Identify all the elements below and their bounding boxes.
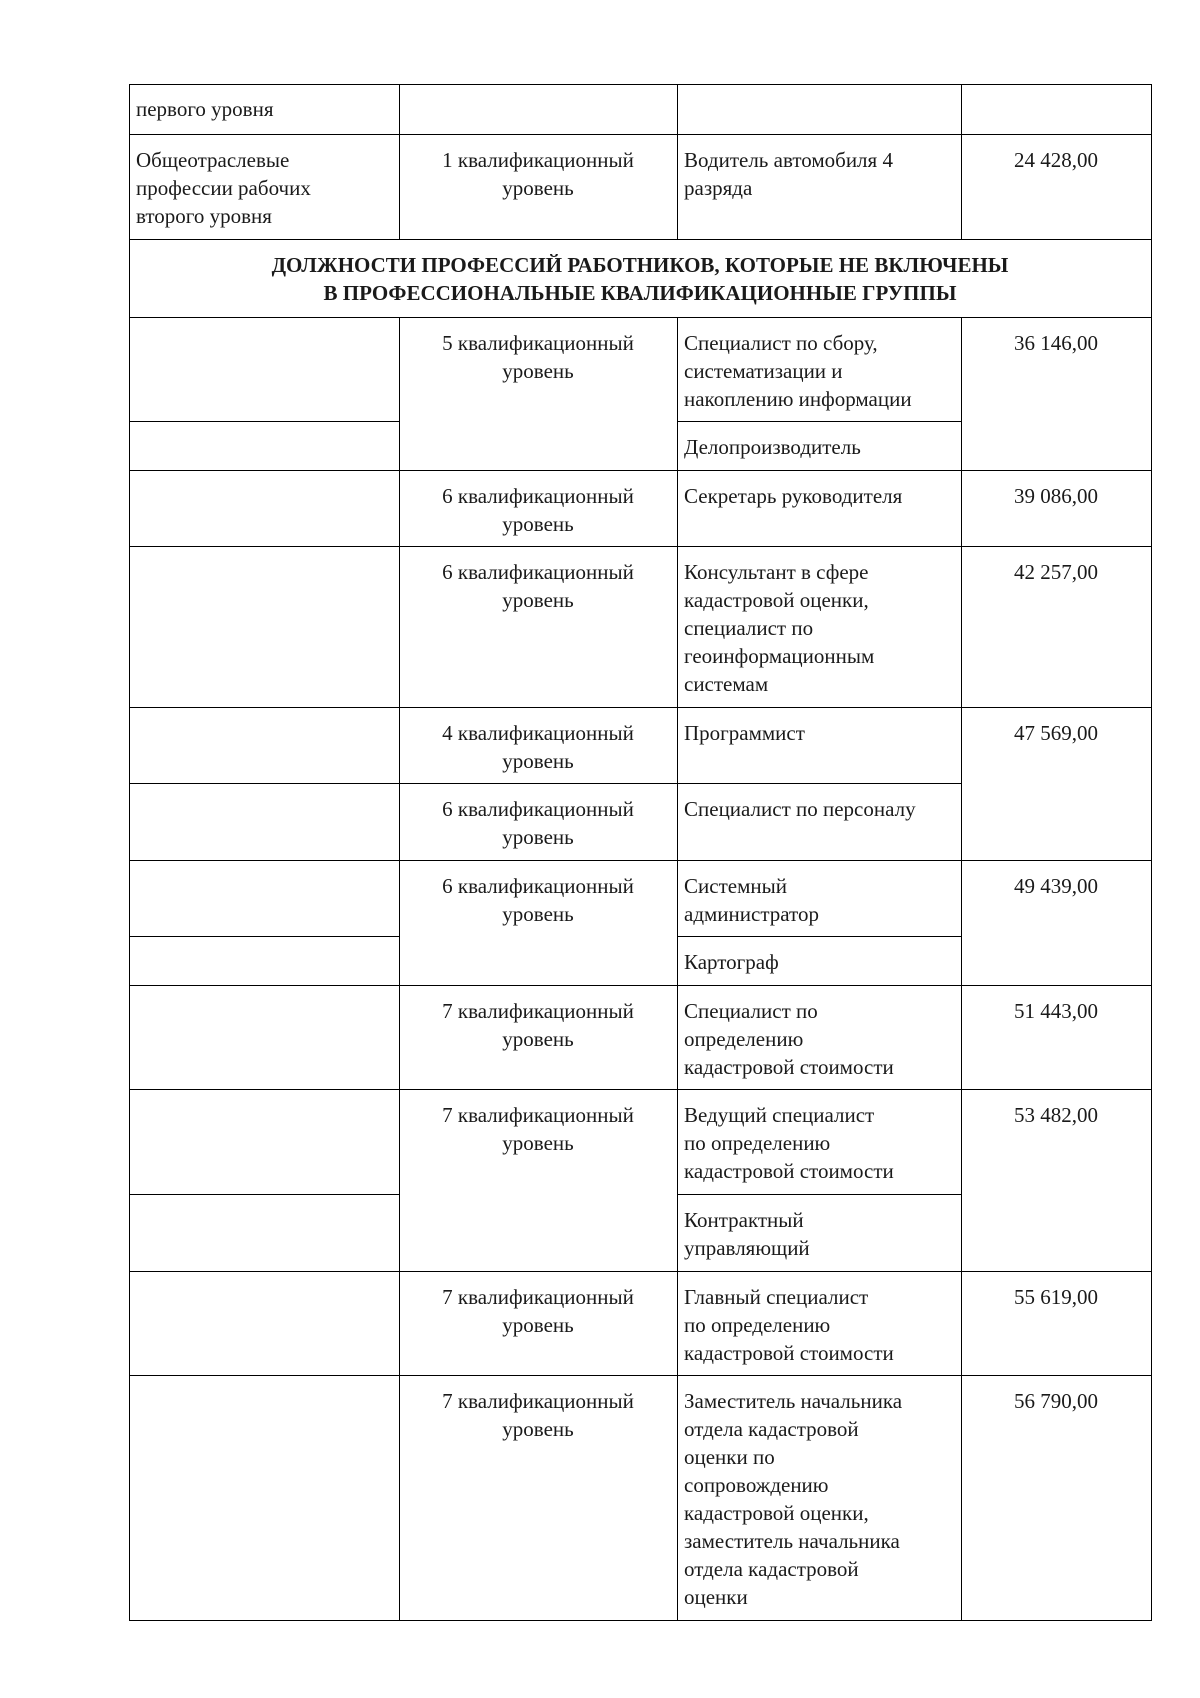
group-cell	[130, 1090, 400, 1195]
amount-cell: 36 146,00	[962, 318, 1152, 471]
position-cell: Делопроизводитель	[678, 422, 962, 471]
position-cell: Картограф	[678, 937, 962, 986]
level-cell: 7 квалификационный уровень	[400, 986, 678, 1090]
group-cell: Общеотраслевые профессии рабочих второго уровня	[130, 135, 400, 240]
table-row	[130, 1090, 1152, 1195]
position-cell: Главный специалист по определению кадастровой стоимости	[678, 1272, 962, 1376]
group-cell	[130, 937, 400, 986]
position-cell: Специалист по персоналу	[678, 784, 962, 861]
level-cell: 1 квалификационный уровень	[400, 135, 678, 240]
level-cell: 7 квалификационный уровень	[400, 1376, 678, 1621]
group-cell	[130, 1272, 400, 1376]
amount-cell: 55 619,00	[962, 1272, 1152, 1376]
table-row	[130, 471, 1152, 547]
position-cell: Контрактный управляющий	[678, 1195, 962, 1272]
position-cell: Водитель автомобиля 4 разряда	[678, 135, 962, 240]
level-cell: 6 квалификационный уровень	[400, 784, 678, 861]
group-cell	[130, 861, 400, 937]
amount-cell: 53 482,00	[962, 1090, 1152, 1272]
amount-cell	[962, 85, 1152, 135]
amount-cell: 47 569,00	[962, 708, 1152, 861]
group-cell	[130, 1376, 400, 1621]
table-row	[130, 318, 1152, 422]
level-cell	[400, 85, 678, 135]
group-cell	[130, 547, 400, 708]
amount-cell: 39 086,00	[962, 471, 1152, 547]
section-heading: ДОЛЖНОСТИ ПРОФЕССИЙ РАБОТНИКОВ, КОТОРЫЕ НЕ ВКЛЮЧЕНЫ В ПРОФЕССИОНАЛЬНЫЕ КВАЛИФИКАЦИОННЫЕ ГРУППЫ	[130, 240, 1152, 318]
table-row	[130, 708, 1152, 784]
position-cell: Секретарь руководителя	[678, 471, 962, 547]
table-row	[130, 85, 1152, 135]
position-cell: Программист	[678, 708, 962, 784]
level-cell: 6 квалификационный уровень	[400, 547, 678, 708]
table-row	[130, 1376, 1152, 1621]
level-cell: 7 квалификационный уровень	[400, 1272, 678, 1376]
group-cell	[130, 471, 400, 547]
amount-cell: 51 443,00	[962, 986, 1152, 1090]
level-cell: 5 квалификационный уровень	[400, 318, 678, 471]
level-cell: 4 квалификационный уровень	[400, 708, 678, 784]
position-cell: Специалист по сбору, систематизации и накоплению информации	[678, 318, 962, 422]
position-cell: Консультант в сфере кадастровой оценки, специалист по геоинформационным системам	[678, 547, 962, 708]
group-cell: первого уровня	[130, 85, 400, 135]
table-row	[130, 1272, 1152, 1376]
group-cell	[130, 986, 400, 1090]
level-cell: 6 квалификационный уровень	[400, 861, 678, 986]
amount-cell: 49 439,00	[962, 861, 1152, 986]
section-heading-row	[130, 240, 1152, 318]
position-cell: Ведущий специалист по определению кадастровой стоимости	[678, 1090, 962, 1195]
group-cell	[130, 1195, 400, 1272]
position-cell: Специалист по определению кадастровой стоимости	[678, 986, 962, 1090]
amount-cell: 42 257,00	[962, 547, 1152, 708]
salary-table	[129, 84, 1152, 1621]
level-cell: 6 квалификационный уровень	[400, 471, 678, 547]
level-cell: 7 квалификационный уровень	[400, 1090, 678, 1272]
amount-cell: 24 428,00	[962, 135, 1152, 240]
group-cell	[130, 784, 400, 861]
amount-cell: 56 790,00	[962, 1376, 1152, 1621]
group-cell	[130, 318, 400, 422]
table-row	[130, 547, 1152, 708]
table-row	[130, 135, 1152, 240]
group-cell	[130, 708, 400, 784]
table-row	[130, 861, 1152, 937]
position-cell	[678, 85, 962, 135]
group-cell	[130, 422, 400, 471]
position-cell: Системный администратор	[678, 861, 962, 937]
position-cell: Заместитель начальника отдела кадастровой оценки по сопровождению кадастровой оценки, заместитель начальника отдела кадастровой оценки	[678, 1376, 962, 1621]
table-row	[130, 986, 1152, 1090]
